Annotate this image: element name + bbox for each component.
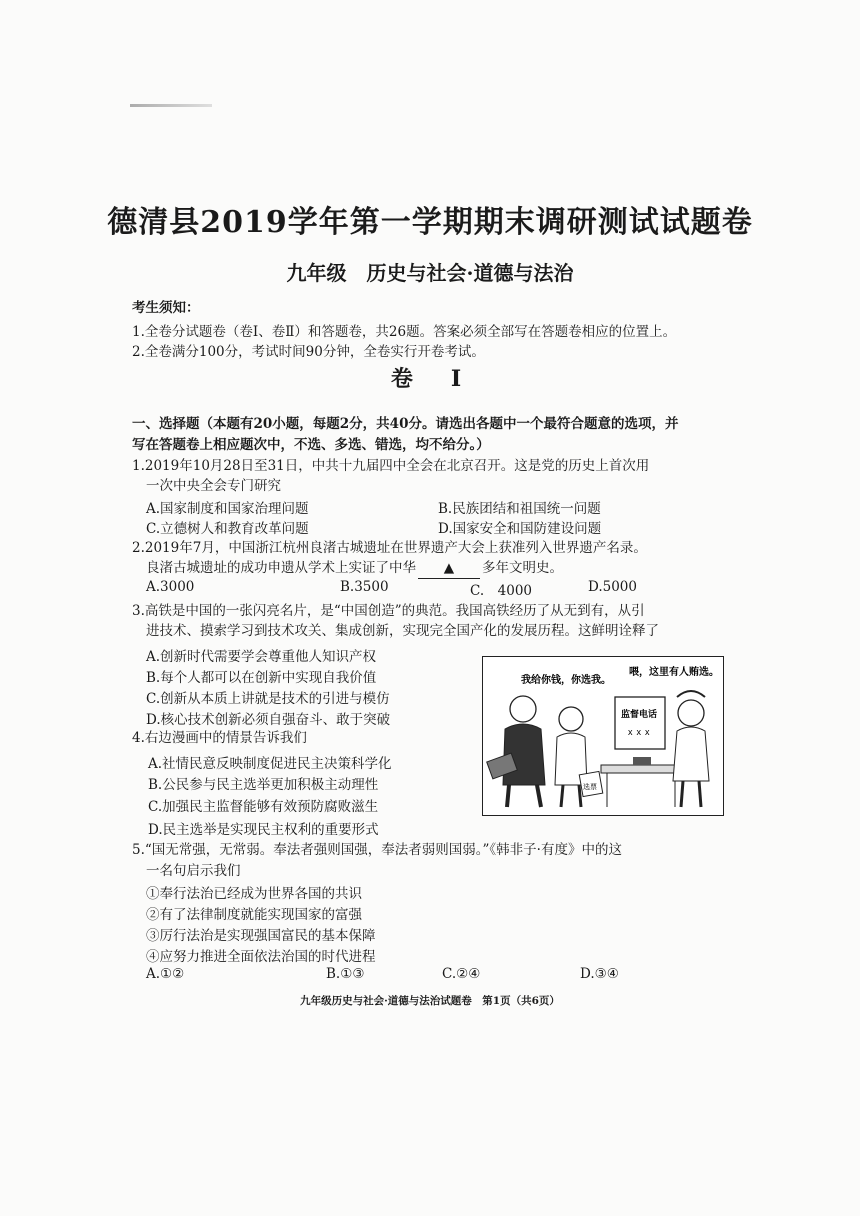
q3-option-b: B.每个人都可以在创新中实现自我价值 bbox=[146, 670, 377, 686]
q1-option-a: A.国家制度和国家治理问题 bbox=[146, 501, 309, 517]
q4-option-b: B.公民参与民主选举更加积极主动理性 bbox=[148, 777, 379, 793]
section-instructions-line-2: 写在答题卷上相应题次中，不选、多选、错选，均不给分。） bbox=[132, 437, 490, 453]
sign-number: xxx bbox=[628, 727, 654, 737]
q3-option-c: C.创新从本质上讲就是技术的引进与模仿 bbox=[146, 691, 390, 707]
q2-answer-blank bbox=[418, 558, 480, 579]
q5-option-c: C.②④ bbox=[442, 966, 481, 982]
q1-stem-line-1: 1.2019年10月28日至31日，中共十九届四中全会在北京召开。这是党的历史上首次用 bbox=[132, 458, 650, 474]
q3-stem-line-1: 3.高铁是中国的一张闪亮名片，是“中国创造”的典范。我国高铁经历了从无到有，从引 bbox=[132, 603, 645, 619]
q4-option-d: D.民主选举是实现民主权利的重要形式 bbox=[148, 822, 379, 838]
q1-stem-line-2: 一次中央全会专门研究 bbox=[146, 478, 281, 494]
sign-title: 监督电话 bbox=[621, 709, 658, 719]
q3-option-d: D.核心技术创新必须自强奋斗、敢于突破 bbox=[146, 712, 391, 728]
cartoon-illustration bbox=[483, 657, 723, 815]
ballot-label: 选票 bbox=[583, 784, 597, 791]
notice-item-1: 1.全卷分试题卷（卷Ⅰ、卷Ⅱ）和答题卷，共26题。答案必须全部写在答题卷相应的位置上。 bbox=[132, 324, 677, 340]
section-instructions-line-1: 一、选择题（本题有20小题，每题2分，共40分。请选出各题中一个最符合题意的选项，并 bbox=[132, 416, 679, 432]
q4-cartoon bbox=[482, 656, 724, 816]
q4-option-a: A.社情民意反映制度促进民主决策科学化 bbox=[148, 756, 392, 772]
q1-option-c: C.立德树人和教育改革问题 bbox=[146, 521, 309, 537]
speech-bubble-right: 喂，这里有人贿选。 bbox=[629, 667, 719, 678]
notice-heading: 考生须知： bbox=[132, 300, 200, 316]
q2-stem-tail: 多年文明史。 bbox=[482, 560, 563, 576]
q5-statement-1: ①奉行法治已经成为世界各国的共识 bbox=[146, 886, 362, 902]
q5-stem-line-2: 一名句启示我们 bbox=[146, 863, 241, 879]
q2-option-c: C. 4000 bbox=[470, 583, 532, 599]
q5-option-d: D.③④ bbox=[580, 966, 619, 982]
blank-triangle-icon: ▲ bbox=[443, 560, 455, 576]
q2-stem-line-1: 2.2019年7月，中国浙江杭州良渚古城遗址在世界遗产大会上获准列入世界遗产名录。 bbox=[132, 540, 647, 556]
q2-option-b: B.3500 bbox=[340, 579, 389, 595]
q1-option-d: D.国家安全和国防建设问题 bbox=[438, 521, 602, 537]
q5-statement-3: ③厉行法治是实现强国富民的基本保障 bbox=[146, 928, 376, 944]
q2-stem-text: 良渚古城遗址的成功申遗从学术上实证了中华 bbox=[146, 560, 416, 576]
q5-stem-line-1: 5.“国无常强，无常弱。奉法者强则国强，奉法者弱则国弱。”《韩非子·有度》中的这 bbox=[132, 842, 622, 858]
page-footer: 九年级历史与社会·道德与法治试题卷 第1页（共6页） bbox=[300, 995, 560, 1007]
q2-option-a: A.3000 bbox=[146, 579, 195, 595]
volume-label: 卷 Ⅰ bbox=[390, 366, 470, 392]
q2-stem-line-2 bbox=[146, 558, 563, 579]
q3-option-a: A.创新时代需要学会尊重他人知识产权 bbox=[146, 649, 377, 665]
q5-option-b: B.①③ bbox=[326, 966, 365, 982]
q4-stem: 4.右边漫画中的情景告诉我们 bbox=[132, 730, 307, 746]
q2-option-d: D.5000 bbox=[588, 579, 637, 595]
q3-stem-line-2: 进技术、摸索学习到技术攻关、集成创新，实现完全国产化的发展历程。这鲜明诠释了 bbox=[146, 623, 659, 639]
q1-option-b: B.民族团结和祖国统一问题 bbox=[438, 501, 601, 517]
notice-item-2: 2.全卷满分100分，考试时间90分钟，全卷实行开卷考试。 bbox=[132, 344, 485, 360]
scan-mark bbox=[130, 104, 212, 107]
q5-option-a: A.①② bbox=[146, 966, 185, 982]
speech-bubble-left: 我给你钱，你选我。 bbox=[521, 675, 611, 686]
q4-option-c: C.加强民主监督能够有效预防腐败滋生 bbox=[148, 799, 379, 815]
q5-statement-2: ②有了法律制度就能实现国家的富强 bbox=[146, 907, 362, 923]
q5-statement-4: ④应努力推进全面依法治国的时代进程 bbox=[146, 949, 376, 965]
exam-subtitle: 九年级 历史与社会·道德与法治 bbox=[286, 261, 574, 285]
exam-title: 德清县2019学年第一学期期末调研测试试题卷 bbox=[107, 205, 753, 240]
